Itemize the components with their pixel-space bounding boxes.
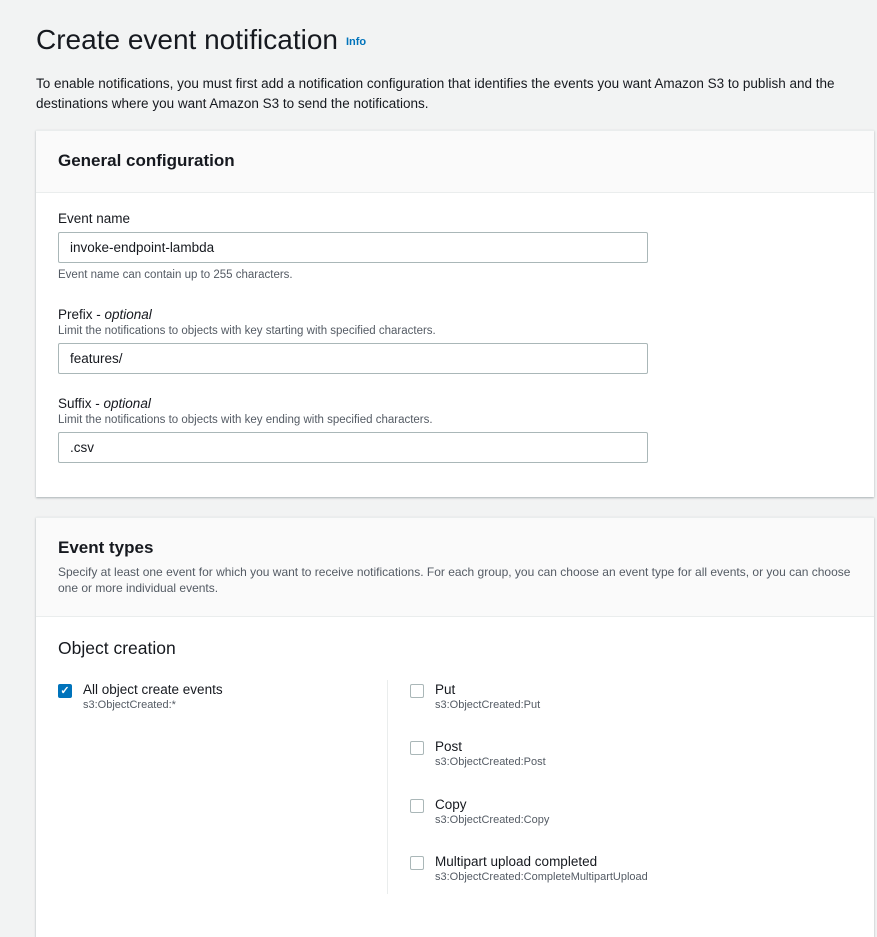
checkbox-icon[interactable] [410,799,424,813]
suffix-label: Suffix - optional [58,396,151,411]
option-code: s3:ObjectCreated:* [83,699,176,711]
general-configuration-panel [36,130,874,497]
option-code: s3:ObjectCreated:Post [435,756,546,768]
option-code: s3:ObjectCreated:Copy [435,814,550,826]
option-label: Multipart upload completed [435,854,598,869]
optional-tag: optional [104,307,152,322]
put-checkbox[interactable] [410,682,540,711]
object-creation-heading: Object creation [58,638,176,658]
option-label: Post [435,739,463,754]
prefix-input[interactable] [58,343,648,374]
panel-title: Event types [58,538,154,557]
copy-checkbox[interactable] [410,797,549,826]
event-name-input[interactable] [58,232,648,263]
prefix-label: Prefix - optional [58,307,152,322]
event-name-label: Event name [58,211,131,226]
prefix-description: Limit the notifications to objects with key starting with specified characters. [58,325,436,337]
option-label: All object create events [83,682,223,697]
post-checkbox[interactable] [410,739,546,768]
column-divider [387,680,388,894]
all-object-create-events-checkbox[interactable] [58,682,223,711]
page-title-text: Create event notification [36,24,338,55]
option-label: Copy [435,797,467,812]
suffix-input[interactable] [58,432,648,463]
page-title [36,24,366,56]
option-label: Put [435,682,456,697]
panel-title: General configuration [58,151,235,170]
checkbox-checked-icon[interactable]: ✓ [58,684,72,698]
event-types-panel [36,517,874,937]
suffix-description: Limit the notifications to objects with key ending with specified characters. [58,414,433,426]
checkbox-icon[interactable] [410,856,424,870]
event-types-description: Specify at least one event for which you want to receive notifications. For each group, you can choose an event type for all events, or you can choose one or more individual events. [58,565,851,595]
checkbox-icon[interactable] [410,684,424,698]
multipart-upload-completed-checkbox[interactable] [410,854,648,883]
option-code: s3:ObjectCreated:CompleteMultipartUpload [435,871,648,883]
suffix-label-text: Suffix [58,396,92,411]
checkbox-icon[interactable] [410,741,424,755]
option-code: s3:ObjectCreated:Put [435,699,541,711]
event-name-hint: Event name can contain up to 255 characters. [58,269,293,281]
page-description: To enable notifications, you must first add a notification configuration that identifies the events you want Amazon S3 to publish and the destinations where you want Amazon S3 to send the notifications. [36,76,835,111]
info-link[interactable]: Info [345,35,367,48]
optional-tag: optional [103,396,151,411]
prefix-label-text: Prefix [58,307,93,322]
